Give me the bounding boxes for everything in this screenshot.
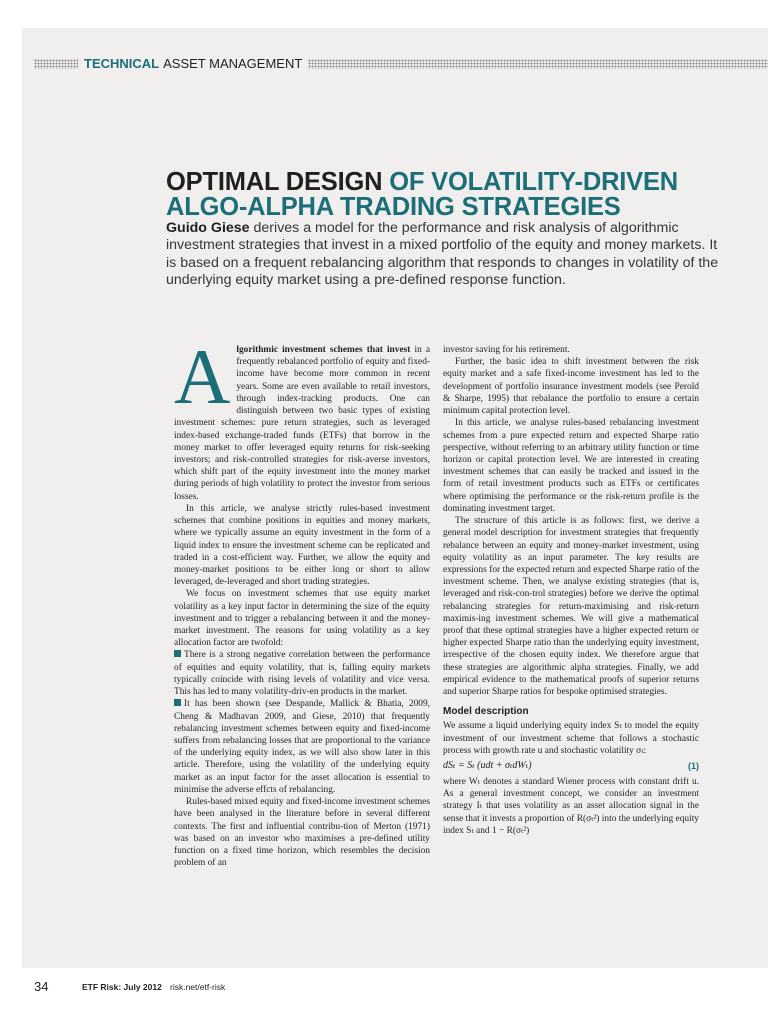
bullet-item-2-text: It has been shown (see Despande, Mallick & Bhatia, 2009, Cheng & Madhavan 2009, and Giese, 2010) that frequently rebalancing investment schemes between equity and fixed-income suffers from rebalancing losses that are proportional to the variance of the underlying equity index, as we will also show later in this article. Therefore, using the volatility of the underlying equity market as an input factor for the asset allocation is essential to minimise the adverse effcts of rebalancing.: [174, 699, 430, 795]
subheading-model-description: Model description: [443, 706, 529, 718]
standfirst-text: derives a model for the performance and risk analysis of algorithmic investment strategies that invest in a mixed portfolio of the equity and money markets. It is based on a frequent rebalancing algorithm that responds to changes in volatility of the underlying equity market using a pre-defined response function.: [166, 220, 719, 289]
header-dot-pattern-left: [34, 59, 78, 69]
paragraph-4: Rules-based mixed equity and fixed-income investment schemes have been analysed in the literature before in several different contexts. The first and influential contribu-tion of Merton (1971) was based on an investor who maximises a pre-defined utility function on a fixed time horizon, which resembles the decision problem of an: [174, 797, 430, 869]
bullet-item-1-text: There is a strong negative correlation between the performance of equities and equity volatility, that is, falling equity markets typically coincide with rising levels of volatility and vice versa. This has led to many volatility-driv-en products in the market.: [174, 650, 430, 698]
page-number: 34: [34, 979, 49, 994]
section-label-bold: TECHNICAL: [84, 56, 160, 71]
footer-publication: ETF Risk: July 2012: [82, 982, 162, 992]
paragraph-3: We focus on investment schemes that use equity market volatility as a key input factor in determining the size of the equity investment and to trigger a rebalancing between it and the money-market investment. The reasons for using volatility as a key allocation factor are twofold:: [174, 589, 430, 649]
article-title: [166, 170, 736, 220]
paragraph-continued: investor saving for his retirement.: [443, 345, 570, 355]
drop-cap: A: [174, 333, 231, 420]
body-column-right: [443, 344, 699, 837]
equation-1: [443, 759, 699, 775]
footer-url: risk.net/etf-risk: [170, 982, 226, 992]
header-dot-pattern-right: [308, 59, 768, 69]
paragraph-9: where Wₜ denotes a standard Wiener process with constant drift u. As a general investment concept, we consider an investment strategy Iₜ that uses volatility as an asset allocation signal in the sense that it invests a proportion of R(σₜ²) into the underlying equity index Sₜ and 1 − R(σₜ²): [443, 777, 699, 836]
section-label: ASSET MANAGEMENT: [163, 56, 303, 71]
title-black-part: OPTIMAL DESIGN: [166, 168, 383, 196]
body-column-left: [174, 333, 431, 869]
section-header: [34, 56, 768, 72]
square-bullet-icon: [174, 650, 181, 657]
title-accent-part: OF VOLATILITY-DRIVEN: [389, 168, 679, 196]
paragraph-7: The structure of this article is as follows: first, we derive a general model description for investment strategies that frequently rebalance between an equity and money-market investment, using equity volatility as an input parameter. The key results are expressions for the expected return and expected Sharpe ratio of the investment scheme. Then, we analyse existing strategies (that is, leveraged and risk-con-trol strategies) before we derive the optimal rebalancing strategies for return-maximising and risk-return maximis-ing investment schemes. We will give a mathematical proof that these optimal strategies have a higher expected return or higher expected Sharpe ratio than the underlying equity investment, irrespective of the chosen equity index. We therefore argue that these strategies are algorithmic alpha strategies. Finally, we add empirical evidence to the mathematical proofs of superior returns and superior Sharpe ratios for bespoke optimised strategies.: [443, 516, 699, 698]
paragraph-8: We assume a liquid underlying equity index Sₜ to model the equity investment of our investment scheme that follows a stochastic process with growth rate u and stochastic volatility σₜ:: [443, 721, 699, 756]
bullet-item-1: [174, 649, 430, 698]
equation-1-formula: dSₜ = Sₜ (udt + σₜdWₜ): [443, 760, 532, 771]
square-bullet-icon: [174, 699, 181, 706]
paragraph-6: In this article, we analyse rules-based rebalancing investment schemes from a pure expected return and expected Sharpe ratio perspective, without referring to an arbitrary utility function or time horizon or capital protection level. We are interested in creating investment schemes that can easily be tracked and issued in the form of retail investment products such as ETFs or certificates where optimising the performance or the risk-return profile is the dominating investment target.: [443, 418, 699, 514]
paragraph-1-text: in a frequently rebalanced portfolio of equity and fixed-income have become more common in recent years. Some are even available to retail investors, through index-tracking products. One can distinguish between two basic types of existing investment schemes: pure return strategies, such as leveraged index-based exchange-traded funds (ETFs) that borrow in the money market to offer leveraged equity returns for risk-seeking investors; and risk-controlled strategies for risk-averse investors, which shift part of the equity investment into the money market during periods of high volatility to protect the investor from serious losses.: [174, 345, 431, 502]
author-name: Guido Giese: [166, 220, 250, 236]
paragraph-5: Further, the basic idea to shift investment between the risk equity market and a safe fixed-income investment has led to the development of portfolio insurance investment models (see Perold & Sharpe, 1995) that rebalance the portfolio to ensure a certain minimum capital protection level.: [443, 357, 699, 417]
paragraph-2: In this article, we analyse strictly rules-based investment schemes that combine positions in equities and money markets, where we typically assume an equity investment in the form of a liquid index to ensure the investment scheme can be replicated and traded in a cost-efficient way. Further, we allow the equity and money-market positions to be either long or short to allow leveraged, de-leveraged and short trading strategies.: [174, 503, 430, 588]
lead-in: lgorithmic investment schemes that invest: [236, 345, 411, 355]
equation-1-number: (1): [688, 761, 699, 771]
bullet-item-2: [174, 698, 430, 796]
title-accent-line2: ALGO-ALPHA TRADING STRATEGIES: [166, 193, 621, 221]
standfirst: [166, 220, 730, 290]
